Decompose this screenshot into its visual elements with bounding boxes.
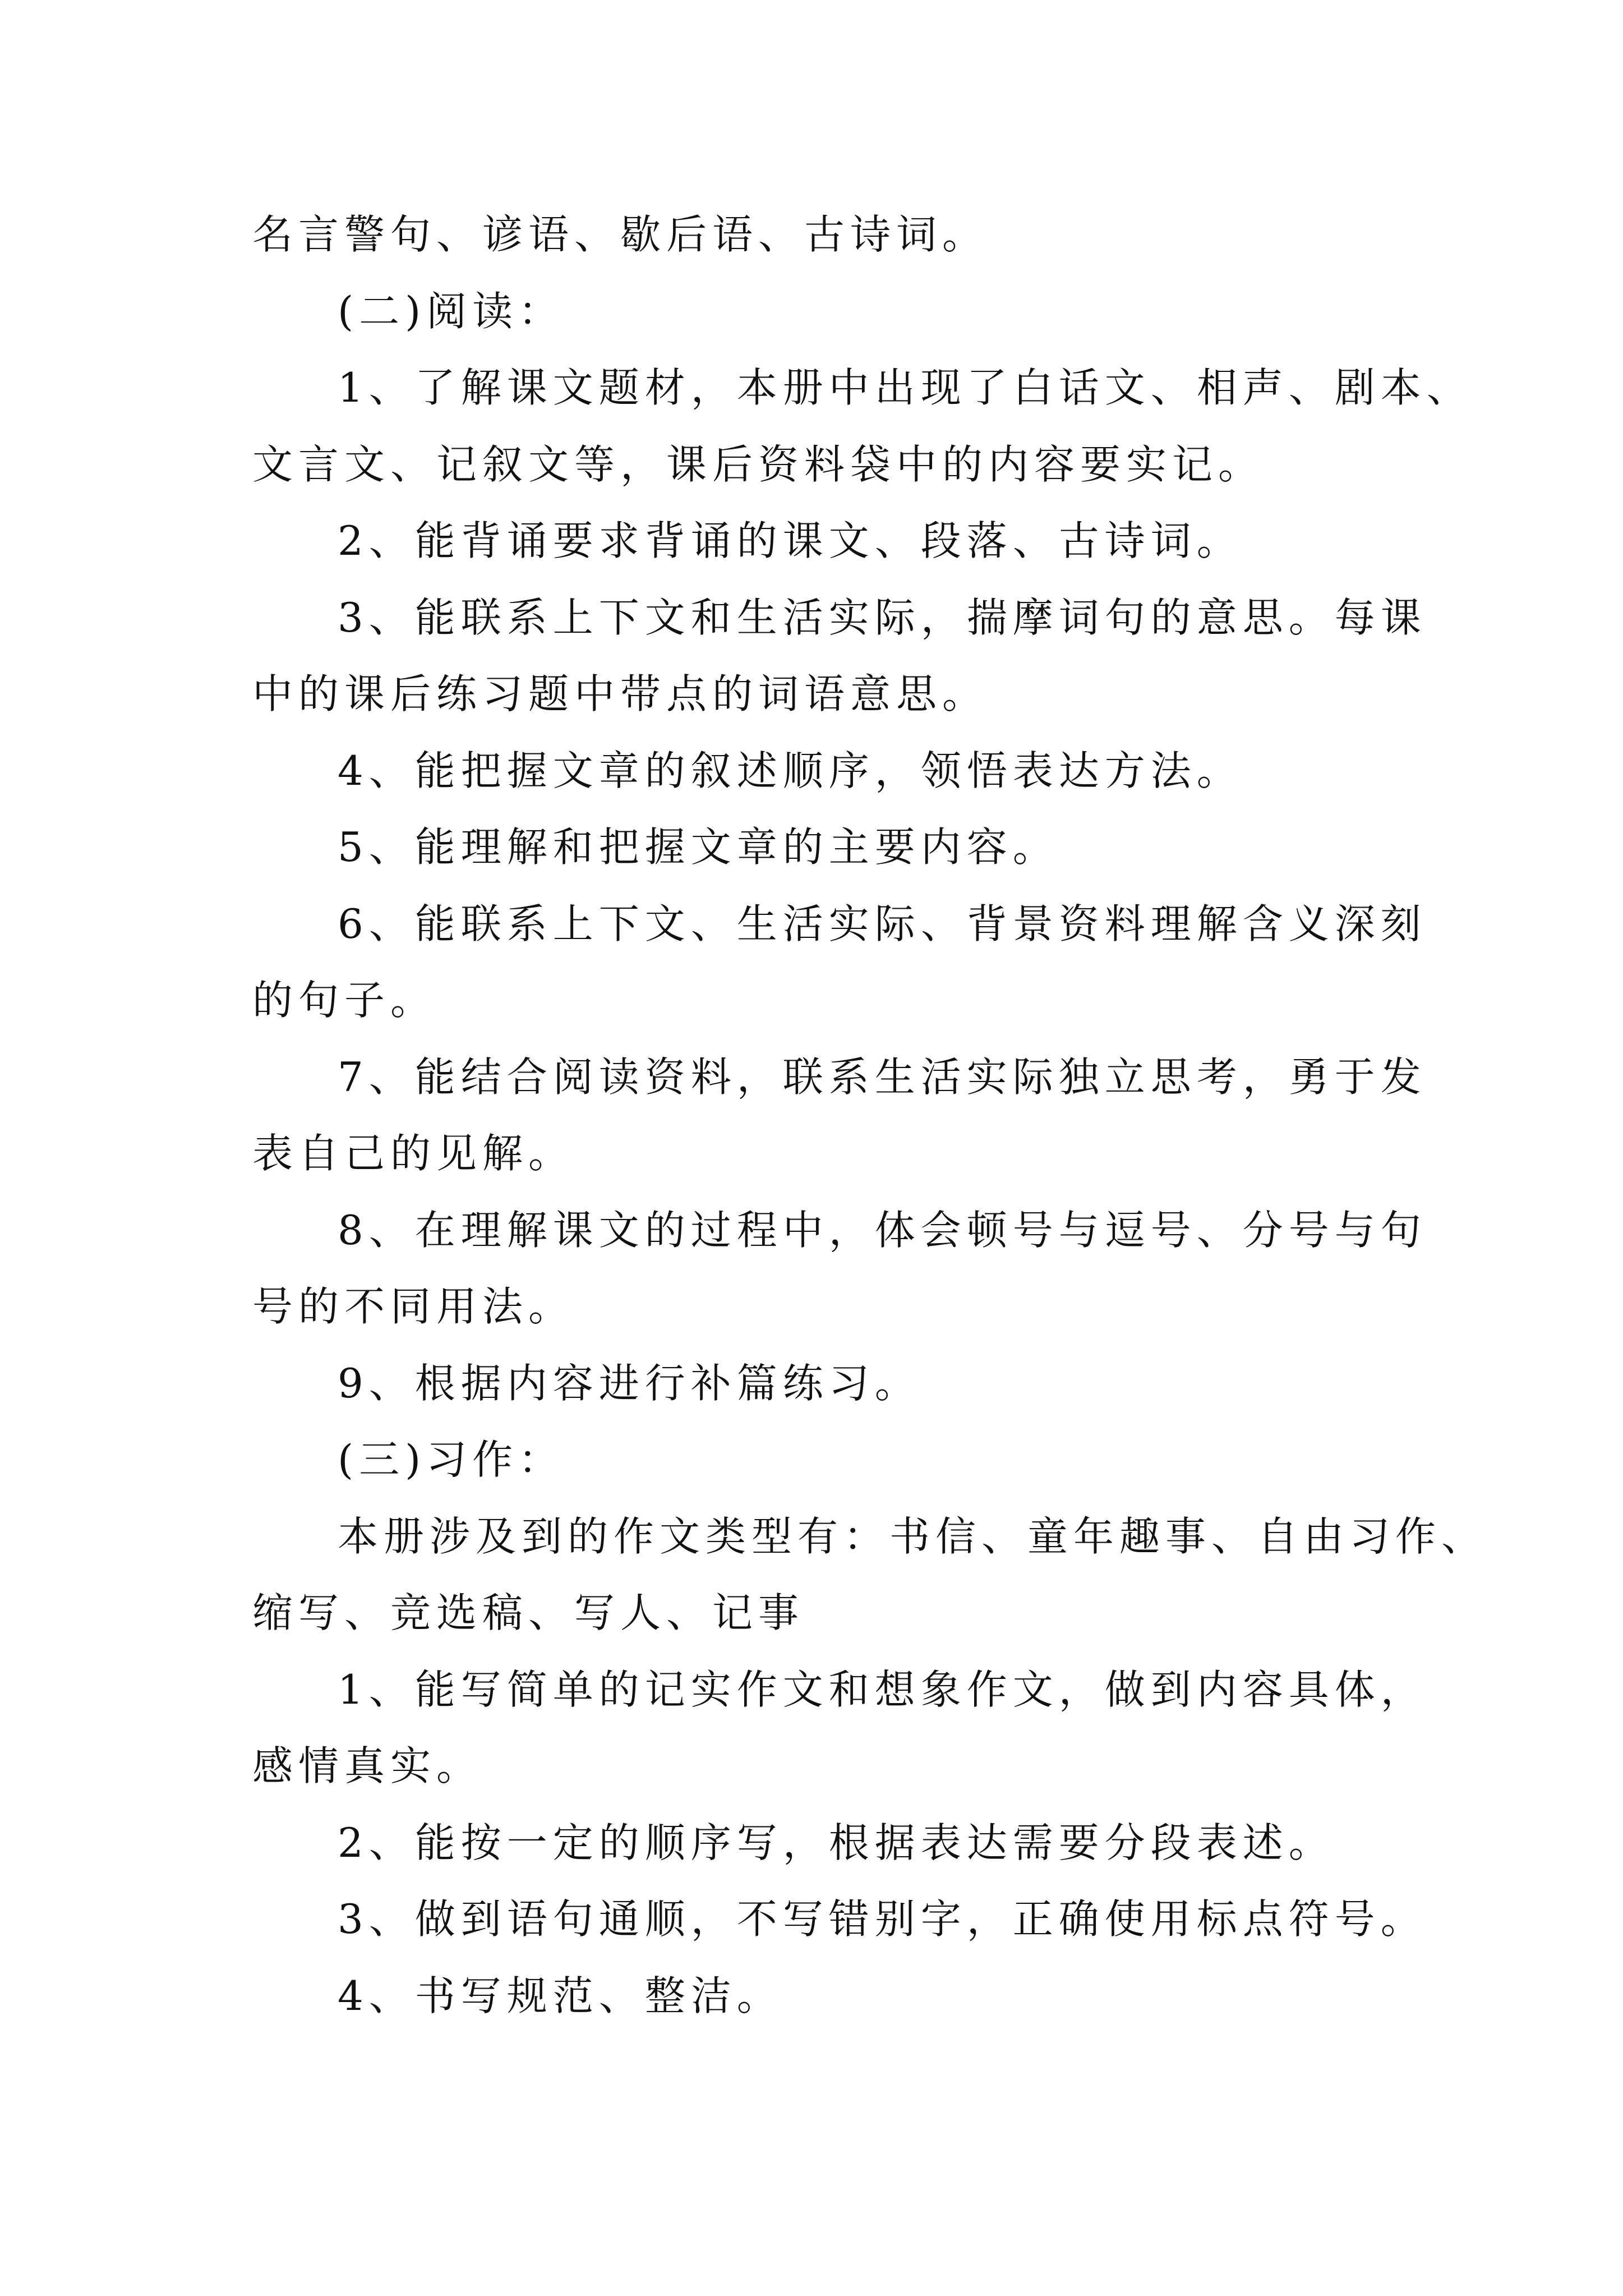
text-line: 9、根据内容进行补篇练习。 [338,1359,921,1407]
text-line: 中的课后练习题中带点的词语意思。 [252,670,989,717]
text-line: 4、能把握文章的叙述顺序，领悟表达方法。 [338,747,1243,794]
text-line: 名言警句、谚语、歇后语、古诗词。 [252,211,989,258]
text-line: 号的不同用法。 [252,1283,575,1330]
text-line: 缩写、竞选稿、写人、记事 [252,1589,805,1636]
document-body [252,196,1488,2034]
text-line: 3、做到语句通顺，不写错别字，正确使用标点符号。 [338,1895,1427,1943]
text-line: 2、能按一定的顺序写，根据表达需要分段表述。 [338,1819,1335,1866]
section-heading-writing: (三)习作： [338,1436,565,1483]
text-line: 感情真实。 [252,1742,483,1789]
text-line: 4、书写规范、整洁。 [338,1972,783,2019]
text-line: 1、能写简单的记实作文和想象作文，做到内容具体， [338,1665,1427,1713]
text-line: 3、能联系上下文和生活实际，揣摩词句的意思。每课 [338,593,1427,641]
text-line: 本册涉及到的作文类型有：书信、童年趣事、自由习作、 [338,1512,1488,1560]
text-line: 5、能理解和把握文章的主要内容。 [338,823,1059,871]
text-line: 1、了解课文题材，本册中出现了白话文、相声、剧本、 [338,364,1473,411]
section-heading-reading: (二)阅读： [338,287,565,335]
text-line: 2、能背诵要求背诵的课文、段落、古诗词。 [338,517,1243,564]
text-line: 8、在理解课文的过程中，体会顿号与逗号、分号与句 [338,1206,1427,1254]
text-line: 文言文、记叙文等，课后资料袋中的内容要实记。 [252,440,1265,488]
text-line: 的句子。 [252,977,437,1024]
text-line: 6、能联系上下文、生活实际、背景资料理解含义深刻 [338,900,1427,947]
text-line: 7、能结合阅读资料，联系生活实际独立思考，勇于发 [338,1053,1427,1101]
text-line: 表自己的见解。 [252,1130,575,1177]
